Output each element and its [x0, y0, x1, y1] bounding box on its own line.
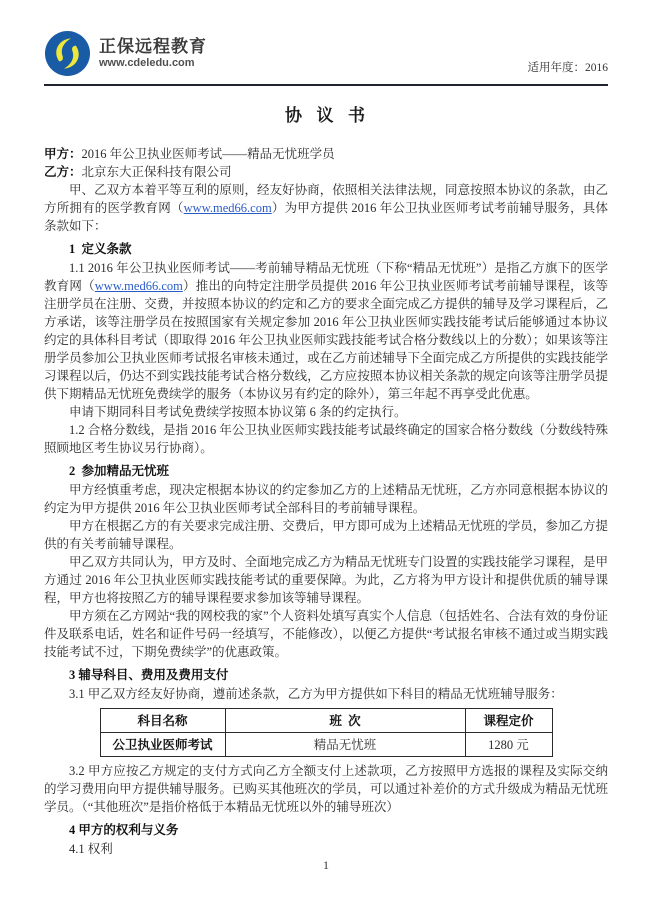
med66-link[interactable]: www.med66.com: [94, 279, 183, 293]
med66-link[interactable]: www.med66.com: [183, 201, 272, 215]
clause-1-1-text-2: ）推出的向特定注册学员提供 2016 年公卫执业医师考试考前辅导课程，该等注册学员在注册、交费，并按照本协议的约定和乙方的要求全面完成乙方提供的辅导及学习课程后，乙方承诺，该等注册学员在按照国家有关规定参加 2016 年公卫执业医师实践技能考试后能够通过本协议约定的具体科目考试（即取得 2016 年公卫执业医师实践技能考试合格分数线以上的分数）；如果该等注册学员参加公卫执业医师考试报名审核未通过，或在乙方前述辅导下全面完成乙方所提供的实践技能学习课程以后，仍达不到实践技能考试合格分数线，乙方应按照本协议相关条款的规定向该等注册学员提供下期精品无忧班免费续学的服务（本协议另有约定的除外），第三年起不再享受此优惠。: [44, 279, 608, 401]
fee-table-row: [100, 733, 552, 757]
party-a-value: 2016 年公卫执业医师考试——精品无忧班学员: [81, 147, 335, 161]
brand-text: [99, 37, 207, 70]
section-3-heading: 3 辅导科目、费用及费用支付: [69, 668, 229, 682]
clause-1-1-renewal-note: 申请下期同科目考试免费续学按照本协议第 6 条的约定执行。: [69, 405, 407, 419]
party-b-line: [44, 163, 608, 181]
section-4-heading: 4 甲方的权利与义务: [69, 823, 179, 837]
clause-3-2: 3.2 甲方应按乙方规定的支付方式向乙方全额支付上述款项，乙方按照甲方选报的课程及实际交纳的学习费用向甲方提供辅导服务。已购买其他班次的学员，可以通过补差价的方式升级成为精品无忧班学员。（“其他班次”是指价格低于本精品无忧班以外的辅导班次）: [44, 764, 608, 814]
intro-text-1: 甲、乙双方本着平等互利的原则，经友好协商，依照相关法律法规，同意按照本协议的条款，由乙方所拥有的医学教育网（: [44, 183, 608, 215]
clause-3-1: 3.1 甲乙双方经友好协商，遵前述条款，乙方为甲方提供如下科目的精品无忧班辅导服务：: [69, 687, 563, 701]
page-number: 1: [323, 858, 329, 872]
header-rule: [44, 84, 608, 86]
cdel-swirl-logo-icon: [44, 30, 91, 77]
party-b-label: 乙方：: [44, 165, 82, 179]
fee-table-cell-class: 精品无忧班: [225, 733, 465, 757]
clause-2-paragraph-1: 甲方经慎重考虑，现决定根据本协议的约定参加乙方的上述精品无忧班，乙方亦同意根据本协议的约定为甲方提供 2016 年公卫执业医师考试全部科目的考前辅导课程。: [44, 483, 608, 515]
brand-block: [44, 30, 207, 77]
intro-text-2: ）为甲方提供 2016 年公卫执业医师考试考前辅导服务，具体条款如下：: [44, 201, 608, 233]
page-header: [44, 30, 608, 77]
fee-table-header-row: [100, 709, 552, 733]
brand-url: www.cdeledu.com: [99, 57, 195, 69]
clause-1-2: 1.2 合格分数线，是指 2016 年公卫执业医师实践技能考试最终确定的国家合格分数线（分数线特殊照顾地区考生协议另行协商）。: [44, 423, 608, 455]
fee-table-header-subject: 科目名称: [100, 709, 225, 733]
section-2-heading: 2 参加精品无忧班: [69, 464, 170, 478]
fee-table-cell-subject: 公卫执业医师考试: [100, 733, 225, 757]
party-b-value: 北京东大正保科技有限公司: [81, 165, 232, 179]
page-title: 协 议 书: [285, 106, 367, 125]
clause-2-paragraph-2: 甲方在根据乙方的有关要求完成注册、交费后，甲方即可成为上述精品无忧班的学员，参加乙方提供的有关考前辅导课程。: [44, 519, 608, 551]
intro-paragraph: [44, 181, 608, 235]
party-a-label: 甲方：: [44, 147, 82, 161]
fee-table-cell-price: 1280 元: [465, 733, 552, 757]
section-1-heading: 1 定义条款: [69, 242, 132, 256]
brand-name: 正保远程教育: [99, 37, 207, 56]
clause-1-1: [44, 259, 608, 403]
clause-2-paragraph-4: 甲方须在乙方网站“我的网校我的家”个人资料处填写真实个人信息（包括姓名、合法有效的身份证件及联系电话，姓名和证件号码一经填写，不能修改），以便乙方提供“考试报名审核不通过或当期实践技能考试不过，下期免费续学”的优惠政策。: [44, 609, 608, 659]
applicable-year-label: 适用年度：2016: [527, 62, 608, 74]
fee-table-header-class: 班 次: [225, 709, 465, 733]
party-a-line: [44, 145, 608, 163]
clause-4-1: 4.1 权利: [69, 842, 113, 856]
fee-table-header-price: 课程定价: [465, 709, 552, 733]
fee-table: [100, 708, 553, 757]
document-body: [44, 145, 608, 858]
clause-2-paragraph-3: 甲乙双方共同认为，甲方及时、全面地完成乙方为精品无忧班专门设置的实践技能学习课程，是甲方通过 2016 年公卫执业医师实践技能考试的重要保障。为此，乙方将为甲方设计和提供优质的辅导课程，甲方也将按照乙方的辅导课程要求参加该等辅导课程。: [44, 555, 608, 605]
clause-1-1-text-1: 1.1 2016 年公卫执业医师考试——考前辅导精品无忧班（下称“精品无忧班”）是指乙方旗下的医学教育网（: [44, 261, 608, 293]
